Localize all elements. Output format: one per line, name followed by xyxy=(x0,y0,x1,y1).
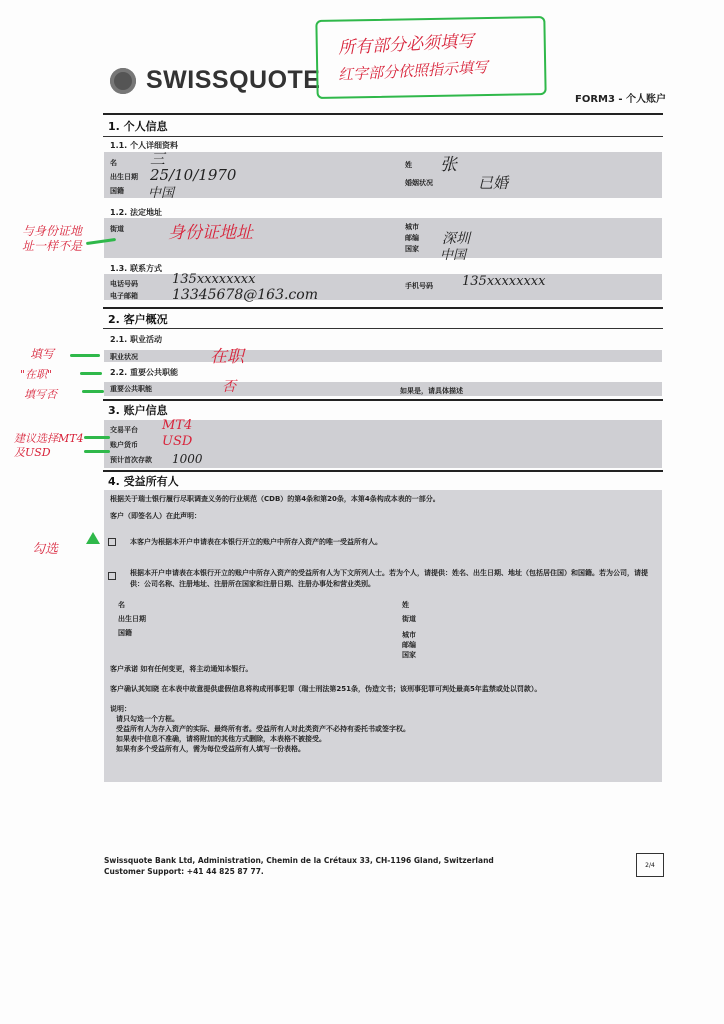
section-divider xyxy=(103,470,663,472)
note-item: 请只勾选一个方框。 xyxy=(116,715,179,723)
phone-value: 135xxxxxxxx xyxy=(172,272,256,287)
platform-label: 交易平台 xyxy=(110,426,138,434)
section-divider xyxy=(103,307,663,309)
green-arrow-mark xyxy=(84,436,110,439)
marital-label: 婚姻状况 xyxy=(405,179,433,187)
client-promise: 客户承诺 如有任何变更，将主动通知本银行。 xyxy=(110,665,253,673)
pep-value: 否 xyxy=(222,379,236,395)
bo-city-label: 城市 xyxy=(402,631,416,639)
platform-value: MT4 xyxy=(162,418,193,433)
section4-opt1: 本客户为根据本开户申请表在本银行开立的账户中所存入资产的唯一受益所有人。 xyxy=(130,538,382,546)
country-value: 中国 xyxy=(440,248,467,263)
country-label: 国家 xyxy=(405,245,419,253)
footer-support: Customer Support: +41 44 825 87 77. xyxy=(104,867,264,876)
section4-opt2: 根据本开户申请表在本银行开立的账户中所存入资产的受益所有人为下文所列人士。若为个人，请提供：姓名、出生日期、地址（包括居住国）和国籍。若为公司，请提供：公司名称、注册地址、注册所在国家和注册日期、注册办事处和营业类别。 xyxy=(130,569,648,588)
bo-nationality-label: 国籍 xyxy=(118,629,132,637)
divider xyxy=(103,328,663,329)
page-number: 2/4 xyxy=(636,853,664,877)
note-item: 如果表中信息不准确，请将附加的其他方式删除，本表格不被接受。 xyxy=(116,735,326,743)
section2-title: 2. 客户概况 xyxy=(108,313,168,326)
note-line-2: 红字部分依照指示填写 xyxy=(337,58,489,84)
divider xyxy=(103,136,663,137)
street-value: 身份证地址 xyxy=(168,223,253,243)
name-value: 三 xyxy=(150,150,166,168)
section4-declare: 客户（即签名人）在此声明： xyxy=(110,512,201,520)
occupation-label: 职业状况 xyxy=(110,353,138,361)
nationality-label: 国籍 xyxy=(110,187,124,195)
mobile-label: 手机号码 xyxy=(405,282,433,290)
bo-dob-label: 出生日期 xyxy=(118,615,146,623)
form-title: FORM3 - 个人账户 xyxy=(575,94,667,105)
section3-title: 3. 账户信息 xyxy=(108,404,168,417)
section-divider xyxy=(103,113,663,115)
green-arrow-mark xyxy=(84,450,110,453)
swissquote-logo-icon xyxy=(110,68,136,94)
footer-address: Swissquote Bank Ltd, Administration, Chemin de la Crétaux 33, CH-1196 Gland, Switzerland xyxy=(104,856,494,865)
section-divider xyxy=(103,399,663,401)
s2-2-heading: 2.2. 重要公共职能 xyxy=(110,368,178,377)
logo-text: SWISSQUOTE xyxy=(146,66,321,94)
annotation-fill-no: 填写否 xyxy=(24,388,57,401)
annotation-mt4: 建议选择MT4及USD xyxy=(14,432,84,459)
marital-value: 已婚 xyxy=(478,174,509,192)
bo-postal-label: 邮编 xyxy=(402,641,416,649)
annotation-fill: 填写 xyxy=(30,347,55,361)
occupation-value: 在职 xyxy=(210,347,244,367)
occupation-band xyxy=(104,350,662,362)
notes-title: 说明： xyxy=(110,705,131,713)
city-value: 深圳 xyxy=(442,231,470,247)
note-item: 如果有多个受益所有人，需为每位受益所有人填写一份表格。 xyxy=(116,745,305,753)
opt1-checkbox[interactable] xyxy=(108,538,116,546)
street-label: 街道 xyxy=(110,225,124,233)
postal-label: 邮编 xyxy=(405,234,419,242)
green-arrow-mark xyxy=(70,354,100,357)
surname-value: 张 xyxy=(440,155,457,175)
surname-label: 姓 xyxy=(405,161,412,169)
pep-if-yes-label: 如果是，请具体描述 xyxy=(400,387,463,395)
pep-label: 重要公共职能 xyxy=(110,385,152,393)
city-label: 城市 xyxy=(405,223,419,231)
email-value: 13345678@163.com xyxy=(172,287,318,303)
green-arrow-mark xyxy=(82,390,104,393)
dob-value: 25/10/1970 xyxy=(150,166,237,184)
opt2-checkbox[interactable] xyxy=(108,572,116,580)
bo-street-label: 街道 xyxy=(402,615,416,623)
s1-2-heading: 1.2. 法定地址 xyxy=(110,208,162,217)
bo-surname-label: 姓 xyxy=(402,601,409,609)
note-item: 受益所有人为存入资产的实际、最终所有者。受益所有人对此类资产不必持有委托书或签字权。 xyxy=(116,725,410,733)
annotation-address: 与身份证地址一样不是 xyxy=(22,224,83,253)
name-label: 名 xyxy=(110,159,117,167)
bo-name-label: 名 xyxy=(118,601,125,609)
currency-label: 账户货币 xyxy=(110,441,138,449)
phone-label: 电话号码 xyxy=(110,280,138,288)
s1-1-heading: 1.1. 个人详细资料 xyxy=(110,141,178,150)
email-label: 电子邮箱 xyxy=(110,292,138,300)
client-ack: 客户确认其知晓 在本表中故意提供虚假信息将构成刑事犯罪（瑞士刑法第251条，伪造文书；该刑事犯罪可判处最高5年监禁或处以罚款）。 xyxy=(110,685,542,693)
annotation-check: 勾选 xyxy=(32,542,59,557)
nationality-value: 中国 xyxy=(148,186,175,201)
section4-intro: 根据关于瑞士银行履行尽职调查义务的行业规范（CDB）的第4条和第20条，本第4条构成本表的一部分。 xyxy=(110,495,440,503)
deposit-value: 1000 xyxy=(172,452,203,466)
currency-value: USD xyxy=(162,434,193,449)
annotation-employed: "在职" xyxy=(20,368,53,381)
s1-3-heading: 1.3. 联系方式 xyxy=(110,264,162,273)
section4-title: 4. 受益所有人 xyxy=(108,475,179,488)
pep-band xyxy=(104,382,662,396)
deposit-label: 预计首次存款 xyxy=(110,456,152,464)
dob-label: 出生日期 xyxy=(110,173,138,181)
bo-country-label: 国家 xyxy=(402,651,416,659)
section1-title: 1. 个人信息 xyxy=(108,120,168,133)
green-arrow-mark xyxy=(80,372,102,375)
mobile-value: 135xxxxxxxx xyxy=(462,274,546,289)
green-triangle-icon xyxy=(86,532,100,544)
note-line-1: 所有部分必须填写 xyxy=(337,31,475,59)
s2-1-heading: 2.1. 职业活动 xyxy=(110,335,162,344)
